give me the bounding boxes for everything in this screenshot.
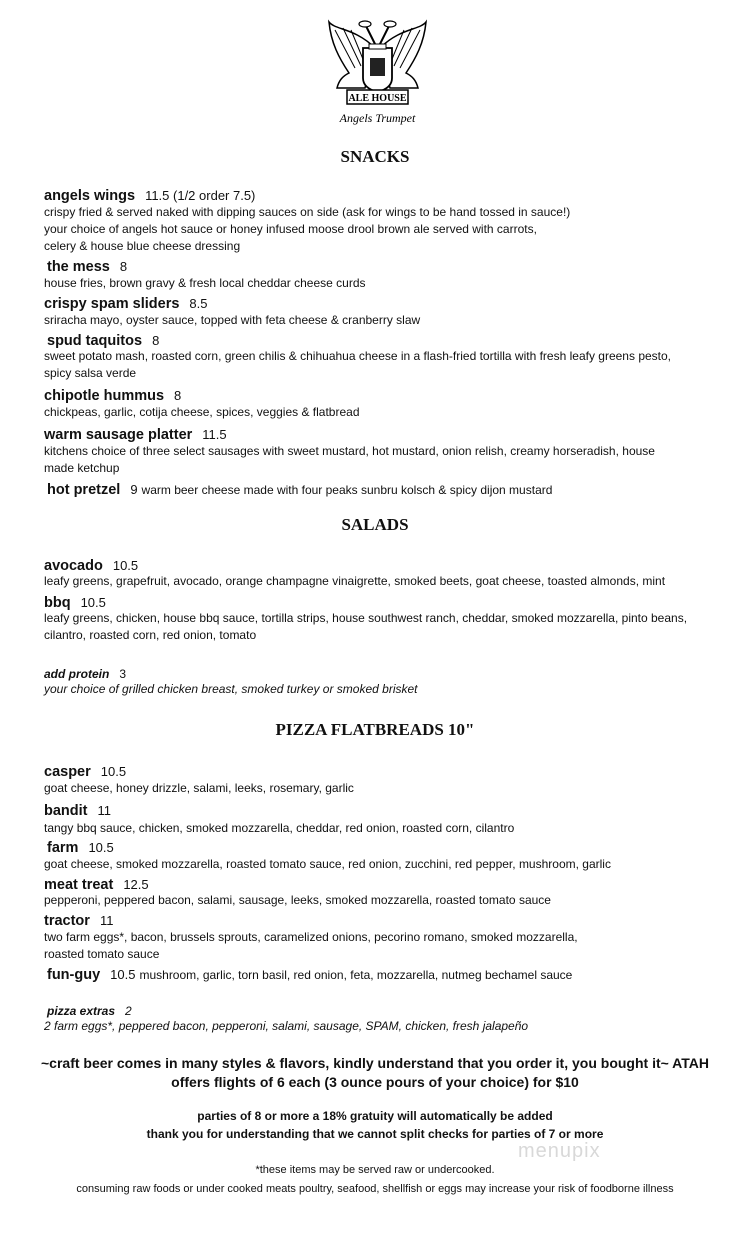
salads-heading: SALADS [341, 515, 409, 534]
item-description: chickpeas, garlic, cotija cheese, spices, veggies & flatbread [44, 405, 360, 419]
menu-item-the-mess: the mess 8 [47, 259, 128, 275]
beer-note-line-1: ~craft beer comes in many styles & flavors, kindly understand that you order it, you bought it~ ATAH [41, 1055, 709, 1071]
menu-item-farm: farm 10.5 [47, 840, 114, 856]
item-description: goat cheese, smoked mozzarella, roasted tomato sauce, red onion, zucchini, red pepper, mushroom, garlic [44, 857, 611, 871]
item-description: kitchens choice of three select sausages with sweet mustard, hot mustard, onion relish, creamy horseradish, house [44, 444, 655, 458]
item-description: tangy bbq sauce, chicken, smoked mozzarella, cheddar, red onion, roasted corn, cilantro [44, 821, 515, 835]
item-description: leafy greens, grapefruit, avocado, orange champagne vinaigrette, smoked beets, goat cheese, toasted almonds, mint [44, 574, 666, 588]
item-description: spicy salsa verde [44, 366, 137, 380]
menu-item-bandit: bandit 11 [44, 803, 111, 819]
snacks-heading: SNACKS [340, 147, 410, 166]
menu-item-meat-treat: meat treat 12.5 [44, 877, 149, 893]
item-description: your choice of angels hot sauce or honey infused moose drool brown ale served with carrots, [44, 222, 537, 236]
foodborne-warning: consuming raw foods or under cooked meats poultry, seafood, shellfish or eggs may increase your risk of foodborne illness [76, 1183, 674, 1195]
beer-note-line-2: offers flights of 6 each (3 ounce pours of your choice) for $10 [171, 1074, 579, 1090]
add-protein: add protein 3 [44, 667, 127, 681]
item-description: house fries, brown gravy & fresh local cheddar cheese curds [44, 276, 366, 290]
menu-item-hot-pretzel: hot pretzel 9 warm beer cheese made with four peaks sunbru kolsch & spicy dijon mustard [47, 482, 553, 498]
menu-item-fun-guy: fun-guy 10.5 mushroom, garlic, torn basil, red onion, feta, mozzarella, nutmeg bechamel sauce [47, 967, 573, 983]
menu-item-casper: casper 10.5 [44, 764, 127, 780]
item-description: made ketchup [44, 461, 120, 475]
party-note-line-2: thank you for understanding that we cannot split checks for parties of 7 or more [146, 1127, 604, 1141]
item-description: pepperoni, peppered bacon, salami, sausage, leeks, smoked mozzarella, roasted tomato sauce [44, 893, 551, 907]
item-description: 2 farm eggs*, peppered bacon, pepperoni, salami, sausage, SPAM, chicken, fresh jalapeño [44, 1019, 529, 1033]
menu-item-avocado: avocado 10.5 [44, 558, 139, 574]
item-description: two farm eggs*, bacon, brussels sprouts, caramelized onions, pecorino romano, smoked mozzarella, [44, 930, 578, 944]
item-description: goat cheese, honey drizzle, salami, leeks, rosemary, garlic [44, 781, 354, 795]
menu-item-warm-sausage-platter: warm sausage platter 11.5 [44, 427, 227, 443]
menu-item-crispy-spam-sliders: crispy spam sliders 8.5 [44, 296, 208, 312]
svg-text:Angels Trumpet: Angels Trumpet [339, 111, 416, 125]
pizza-heading: PIZZA FLATBREADS 10" [275, 720, 475, 739]
item-description: sweet potato mash, roasted corn, green chilis & chihuahua cheese in a flash-fried tortilla with fresh leafy greens pesto, [44, 349, 672, 363]
item-description: your choice of grilled chicken breast, smoked turkey or smoked brisket [44, 682, 418, 696]
item-description: sriracha mayo, oyster sauce, topped with feta cheese & cranberry slaw [44, 313, 421, 327]
item-description: crispy fried & served naked with dipping sauces on side (ask for wings to be hand tossed in sauce!) [44, 205, 571, 219]
item-description: leafy greens, chicken, house bbq sauce, tortilla strips, house southwest ranch, cheddar, smoked mozzarella, pinto beans, [44, 611, 688, 625]
raw-food-note: *these items may be served raw or undercooked. [255, 1164, 495, 1176]
item-description: roasted tomato sauce [44, 947, 160, 961]
menu-item-bbq: bbq 10.5 [44, 595, 106, 611]
menu-item-spud-taquitos: spud taquitos 8 [47, 333, 160, 349]
item-description: cilantro, roasted corn, red onion, tomato [44, 628, 257, 642]
menu-item-tractor: tractor 11 [44, 913, 114, 929]
svg-text:ALE HOUSE: ALE HOUSE [348, 93, 407, 104]
pizza-extras: pizza extras 2 [47, 1004, 132, 1018]
ale-house-logo [325, 18, 430, 128]
menu-item-chipotle-hummus: chipotle hummus 8 [44, 388, 182, 404]
watermark: menupix [518, 1140, 601, 1162]
menu-item-angels-wings: angels wings 11.5 (1/2 order 7.5) [44, 188, 256, 204]
party-note-line-1: parties of 8 or more a 18% gratuity will automatically be added [197, 1109, 553, 1123]
item-description: celery & house blue cheese dressing [44, 239, 241, 253]
